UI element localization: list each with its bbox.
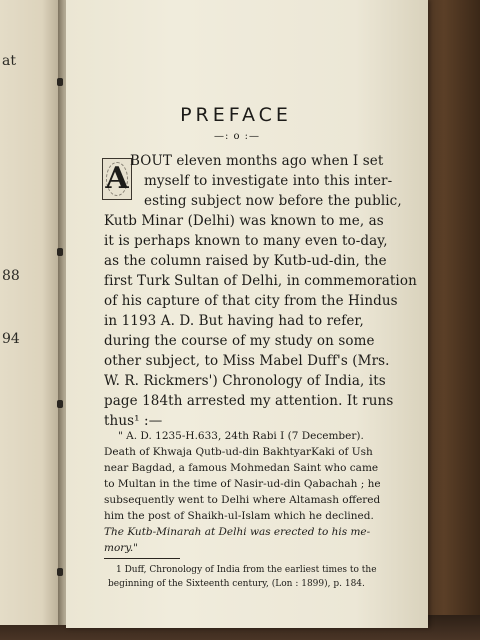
left-page: [0, 0, 61, 625]
left-page-fragment: 88: [2, 268, 20, 284]
binding-stitch: [57, 248, 63, 256]
body-line: Kutb Minar (Delhi) was known to me, as: [104, 213, 384, 229]
quote-line: mory.": [104, 542, 139, 554]
drop-cap-letter: A: [105, 161, 129, 196]
quote-line: The Kutb-Minarah at Delhi was erected to his me-: [104, 526, 371, 538]
body-line: W. R. Rickmers') Chronology of India, its: [104, 373, 386, 389]
body-line: page 184th arrested my attention. It runs: [104, 393, 394, 409]
footnote-line: beginning of the Sixteenth century, (Lon : 1899), p. 184.: [108, 579, 365, 589]
body-line: during the course of my study on some: [104, 333, 375, 349]
quote-line: " A. D. 1235-H.633, 24th Rabi I (7 December).: [118, 430, 364, 442]
quote-line: Death of Khwaja Qutb-ud-din BakhtyarKaki of Ush: [104, 446, 373, 458]
title-divider: —: o :—: [213, 131, 261, 142]
body-line: it is perhaps known to many even to-day,: [104, 233, 388, 249]
body-line: in 1193 A. D. But having had to refer,: [104, 313, 364, 329]
footnote-line: 1 Duff, Chronology of India from the earliest times to the: [116, 565, 377, 575]
binding-stitch: [57, 568, 63, 576]
body-line: thus¹ :—: [104, 413, 163, 429]
quote-line: near Bagdad, a famous Mohmedan Saint who came: [104, 462, 379, 474]
body-line: of his capture of that city from the Hindus: [104, 293, 398, 309]
body-line: BOUT eleven months ago when I set: [130, 153, 384, 169]
quote-line: subsequently went to Delhi where Altamash offered: [104, 494, 381, 506]
page-title: PREFACE: [180, 104, 292, 126]
left-page-fragment: at: [2, 53, 16, 69]
binding-stitch: [57, 400, 63, 408]
drop-cap: [102, 158, 132, 200]
body-line: first Turk Sultan of Delhi, in commemoration: [104, 273, 417, 289]
body-line: as the column raised by Kutb-ud-din, the: [104, 253, 387, 269]
wooden-table-right: [420, 0, 480, 640]
footnote-rule: [104, 558, 180, 559]
binding-stitch: [57, 78, 63, 86]
body-line: other subject, to Miss Mabel Duff's (Mrs.: [104, 353, 390, 369]
body-line: myself to investigate into this inter-: [144, 173, 393, 189]
left-page-fragment: 94: [2, 331, 20, 347]
body-line: esting subject now before the public,: [144, 193, 402, 209]
quote-line: to Multan in the time of Nasir-ud-din Qabachah ; he: [104, 478, 381, 490]
quote-line: him the post of Shaikh-ul-Islam which he declined.: [104, 510, 374, 522]
